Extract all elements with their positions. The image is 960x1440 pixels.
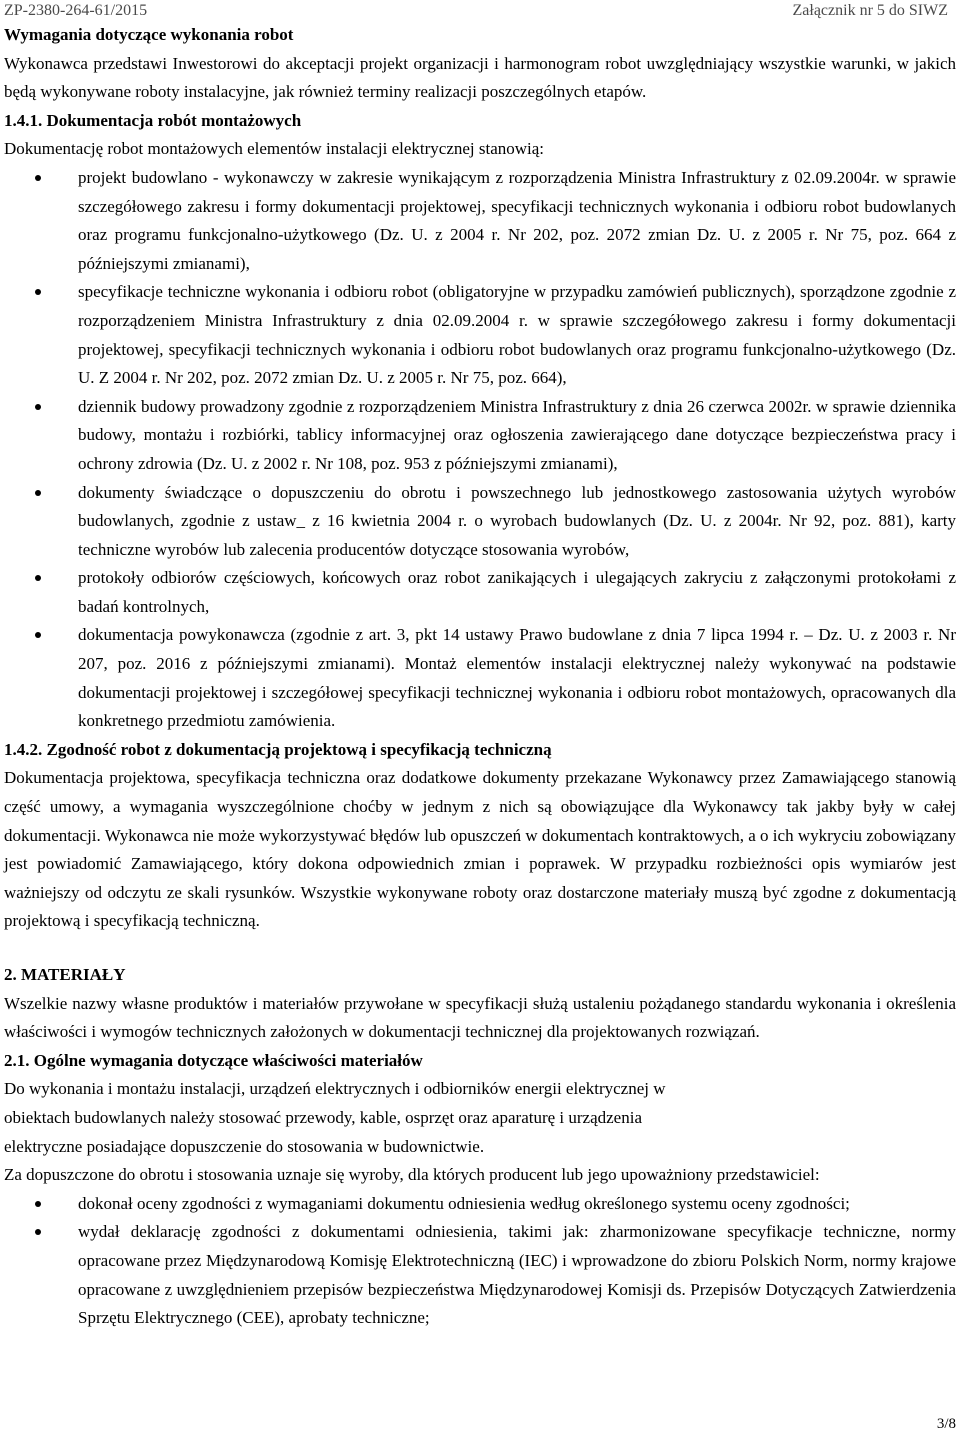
bullet-icon bbox=[35, 575, 41, 581]
section-heading-requirements: Wymagania dotyczące wykonania robot bbox=[4, 25, 294, 44]
list-item-text: dziennik budowy prowadzony zgodnie z rozporządzeniem Ministra Infrastruktury z dnia 26 czerwca 2002r. w sprawie dziennika budowy, montażu i rozbiórki, tablicy informacyjnej oraz ogłoszenia zawierającego dane dotyczące bezpieczeństwa pracy i ochrony zdrowia (Dz. U. z 2002 r. Nr 108, poz. 953 z późniejszymi zmianami), bbox=[78, 396, 956, 473]
requirements-text: Wykonawca przedstawi Inwestorowi do akceptacji projekt organizacji i harmonogram robot uwzględniający wszystkie warunki, w jakich będą wykonywane roboty instalacyjne, jak również terminy realizacji poszczególnych etapów. bbox=[4, 53, 956, 102]
list-item-text: projekt budowlano - wykonawczy w zakresie wynikającym z rozporządzenia Ministra Infrastruktury z 02.09.2004r. w sprawie szczegółowego zakresu i formy dokumentacji projektowej, specyfikacji technicznych wykonania i odbioru robot budowlanych oraz programu funkcjonalno-użytkowego (Dz. U. z 2004 r. Nr 202, poz. 2072 zmian Dz. U. z 2005 r. Nr 75, poz. 664 z późniejszymi zmianami), bbox=[78, 167, 956, 273]
document-id: ZP-2380-264-61/2015 bbox=[4, 2, 148, 19]
list-item-text: dokonał oceny zgodności z wymaganiami dokumentu odniesienia według określonego systemu oceny zgodności; bbox=[78, 1193, 850, 1213]
section-2-1-intro: Za dopuszczone do obrotu i stosowania uznaje się wyroby, dla których producent lub jego upoważniony przedstawiciel: bbox=[4, 1165, 820, 1185]
list-item bbox=[4, 621, 956, 735]
section-1-4-2-text: Dokumentacja projektowa, specyfikacja techniczna oraz dodatkowe dokumenty przekazane Wykonawcy przez Zamawiającego stanowią część umowy, a wymagania wyszczególnione choćby w jednym z nich są obowiązujące dla Wykonawcy tak jakby były w całej dokumentacji. Wykonawca nie może wykorzystywać błędów lub opuszczeń w dokumentach kontraktowych, a o ich wykryciu zobowiązany jest powiadomić Zamawiającego, który dokona odpowiednich zmian i poprawek. W przypadku rozbieżności opis wymiarów jest ważniejszy od odczytu ze skali rysunków. Wszystkie wykonywane roboty oraz dostarczone materiały muszą być zgodne z dokumentacją projektową i specyfikacją techniczną. bbox=[4, 768, 956, 931]
list-item bbox=[4, 564, 956, 621]
bullet-icon bbox=[35, 1201, 41, 1207]
section-2-1-line: Do wykonania i montażu instalacji, urządzeń elektrycznych i odbiorników energii elektrycznej w bbox=[4, 1079, 666, 1099]
document-body bbox=[4, 21, 956, 1333]
materials-text: Wszelkie nazwy własne produktów i materiałów przywołane w specyfikacji służą ustaleniu pożądanego standardu wykonania i określenia właściwości i wymogów technicznych założonych w dokumentacji technicznej dla projektowanych rozwiązań. bbox=[4, 993, 956, 1042]
list-item bbox=[4, 393, 956, 479]
conformity-list bbox=[4, 1190, 956, 1333]
list-item-text: protokoły odbiorów częściowych, końcowych oraz robot zanikających i ulegających zakryciu z załączonymi protokołami z badań kontrolnych, bbox=[78, 568, 956, 616]
bullet-icon bbox=[35, 404, 41, 410]
list-item-text: dokumentacja powykonawcza (zgodnie z art. 3, pkt 14 ustawy Prawo budowlane z dnia 7 lipca 1994 r. – Dz. U. z 2003 r. Nr 207, poz. 2016 z późniejszymi zmianami). Montaż elementów instalacji elektrycznej należy wykonywać na podstawie dokumentacji projektowej i szczegółowej specyfikacji technicznej wykonania i odbioru robot montażowych, opracowanych dla konkretnego przedmiotu zamówienia. bbox=[78, 625, 956, 731]
documentation-list bbox=[4, 164, 956, 736]
section-2-1-line: elektryczne posiadające dopuszczenie do stosowania w budownictwie. bbox=[4, 1136, 485, 1156]
bullet-icon bbox=[35, 490, 41, 496]
list-item bbox=[4, 1218, 956, 1332]
section-heading-1-4-2: 1.4.2. Zgodność robot z dokumentacją projektową i specyfikacją techniczną bbox=[4, 739, 552, 759]
section-heading-materials: 2. MATERIAŁY bbox=[4, 965, 126, 984]
section-spacer bbox=[4, 936, 956, 961]
annex-label: Załącznik nr 5 do SIWZ bbox=[792, 2, 948, 19]
list-item bbox=[4, 164, 956, 278]
bullet-icon bbox=[35, 175, 41, 181]
section-heading-1-4-1: 1.4.1. Dokumentacja robót montażowych bbox=[4, 110, 302, 130]
list-item bbox=[4, 1190, 956, 1219]
bullet-icon bbox=[35, 632, 41, 638]
page-header bbox=[0, 0, 960, 22]
list-item-text: wydał deklarację zgodności z dokumentami odniesienia, takimi jak: zharmonizowane specyfikacje techniczne, normy opracowane przez Międzynarodową Komisję Elektrotechniczną (IEC) i wprowadzone do zbioru Polskich Norm, normy krajowe opracowane z uwzględnieniem przepisów bezpieczeństwa Międzynarodowej Komisji ds. Przepisów Dotyczących Zatwierdzenia Sprzętu Elektrycznego (CEE), aprobaty techniczne; bbox=[78, 1222, 956, 1328]
section-1-4-1-intro: Dokumentację robot montażowych elementów instalacji elektrycznej stanowią: bbox=[4, 139, 545, 159]
page-number: 3/8 bbox=[936, 1416, 956, 1432]
list-item-text: dokumenty świadczące o dopuszczeniu do obrotu i powszechnego lub jednostkowego zastosowania użytych wyrobów budowlanych, zgodnie z ustaw_ z 16 kwietnia 2004 r. o wyrobach budowlanych (Dz. U. z 2004r. Nr 92, poz. 881), karty techniczne wyrobów lub zalecenia producentów dotyczące stosowania wyrobów, bbox=[78, 482, 956, 559]
list-item-text: specyfikacje techniczne wykonania i odbioru robot (obligatoryjne w przypadku zamówień publicznych), sporządzone zgodnie z rozporządzeniem Ministra Infrastruktury z dnia 02.09.2004 r. w sprawie szczegółowego zakresu i formy dokumentacji projektowej, specyfikacji technicznych wykonania i odbioru robot budowlanych oraz programu funkcjonalno-użytkowego (Dz. U. Z 2004 r. Nr 202, poz. 2072 zmian Dz. U. z 2005 r. Nr 75, poz. 664), bbox=[78, 282, 956, 388]
list-item bbox=[4, 278, 956, 392]
bullet-icon bbox=[35, 1229, 41, 1235]
section-2-1-line: obiektach budowlanych należy stosować przewody, kable, osprzęt oraz aparaturę i urządzenia bbox=[4, 1107, 642, 1127]
bullet-icon bbox=[35, 289, 41, 295]
list-item bbox=[4, 479, 956, 565]
section-heading-2-1: 2.1. Ogólne wymagania dotyczące właściwości materiałów bbox=[4, 1050, 423, 1070]
